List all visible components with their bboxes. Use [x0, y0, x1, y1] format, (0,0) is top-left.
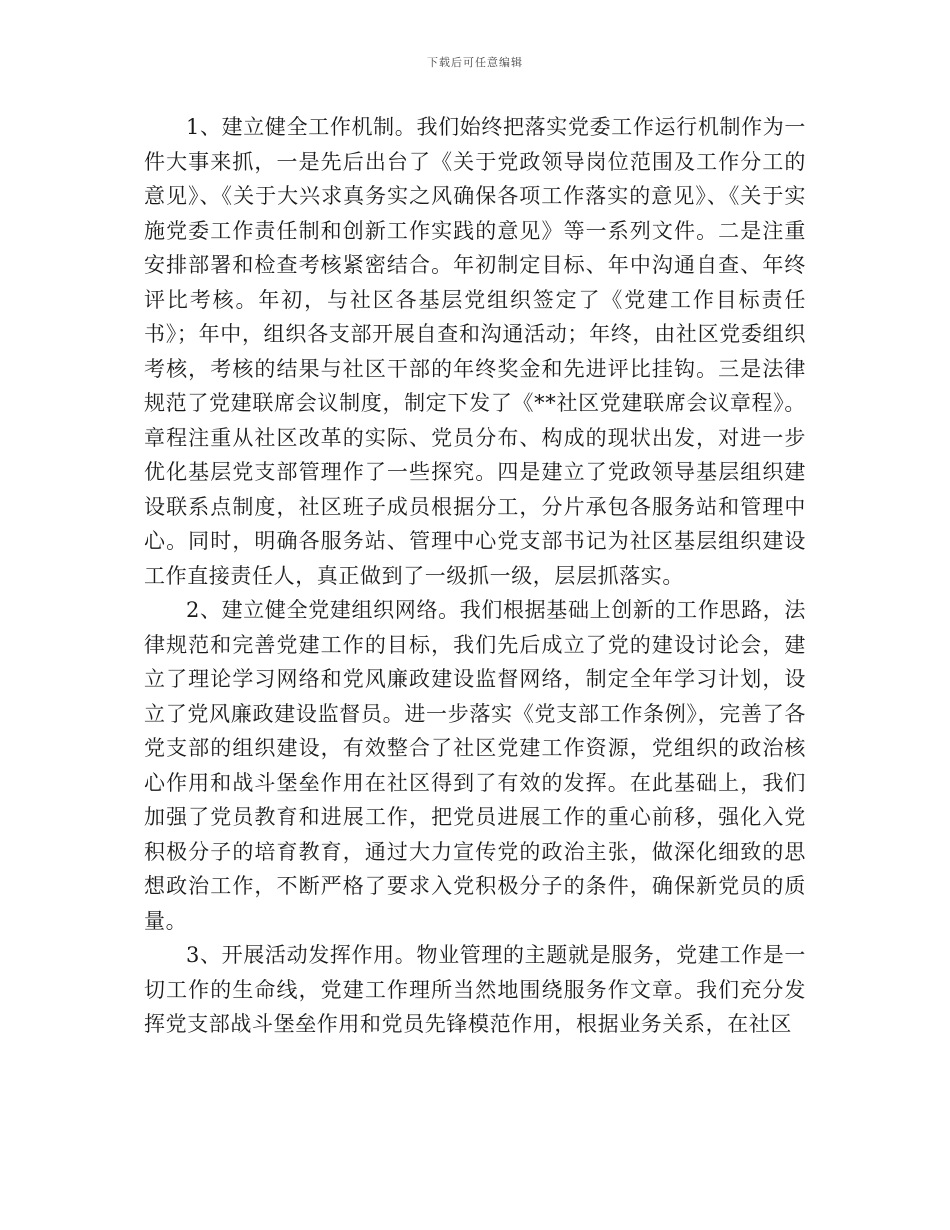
- paragraph-work-mechanism: 1、建立健全工作机制。我们始终把落实党委工作运行机制作为一件大事来抓，一是先后出台了《关于党政领导岗位范围及工作分工的意见》、《关于大兴求真务实之风确保各项工作落实的意见》、《关于实施党委工作责任制和创新工作实践的意见》等一系列文件。二是注重安排部署和检查考核紧密结合。年初制定目标、年中沟通自查、年终评比考核。年初，与社区各基层党组织签定了《党建工作目标责任书》；年中，组织各支部开展自查和沟通活动；年终，由社区党委组织考核，考核的结果与社区干部的年终奖金和先进评比挂钩。三是法律规范了党建联席会议制度，制定下发了《**社区党建联席会议章程》。章程注重从社区改革的实际、党员分布、构成的现状出发，对进一步优化基层党支部管理作了一些探究。四是建立了党政领导基层组织建设联系点制度，社区班子成员根据分工，分片承包各服务站和管理中心。同时，明确各服务站、管理中心党支部书记为社区基层组织建设工作直接责任人，真正做到了一级抓一级，层层抓落实。: [144, 115, 806, 588]
- paragraph-organization-network: 2、建立健全党建组织网络。我们根据基础上创新的工作思路，法律规范和完善党建工作的目标，我们先后成立了党的建设讨论会，建立了理论学习网络和党风廉政建设监督网络，制定全年学习计划，设立了党风廉政建设监督员。进一步落实《党支部工作条例》，完善了各党支部的组织建设，有效整合了社区党建工作资源，党组织的政治核心作用和战斗堡垒作用在社区得到了有效的发挥。在此基础上，我们加强了党员教育和进展工作，把党员进展工作的重心前移，强化入党积极分子的培育教育，通过大力宣传党的政治主张，做深化细致的思想政治工作，不断严格了要求入党积极分子的条件，确保新党员的质量。: [144, 598, 806, 933]
- paragraph-activities: 3、开展活动发挥作用。物业管理的主题就是服务，党建工作是一切工作的生命线，党建工作理所当然地围绕服务作文章。我们充分发挥党支部战斗堡垒作用和党员先锋模范作用，根据业务关系，在社区: [144, 943, 806, 1036]
- header-note: 下载后可任意编辑: [427, 56, 523, 69]
- document-body: [144, 110, 806, 1042]
